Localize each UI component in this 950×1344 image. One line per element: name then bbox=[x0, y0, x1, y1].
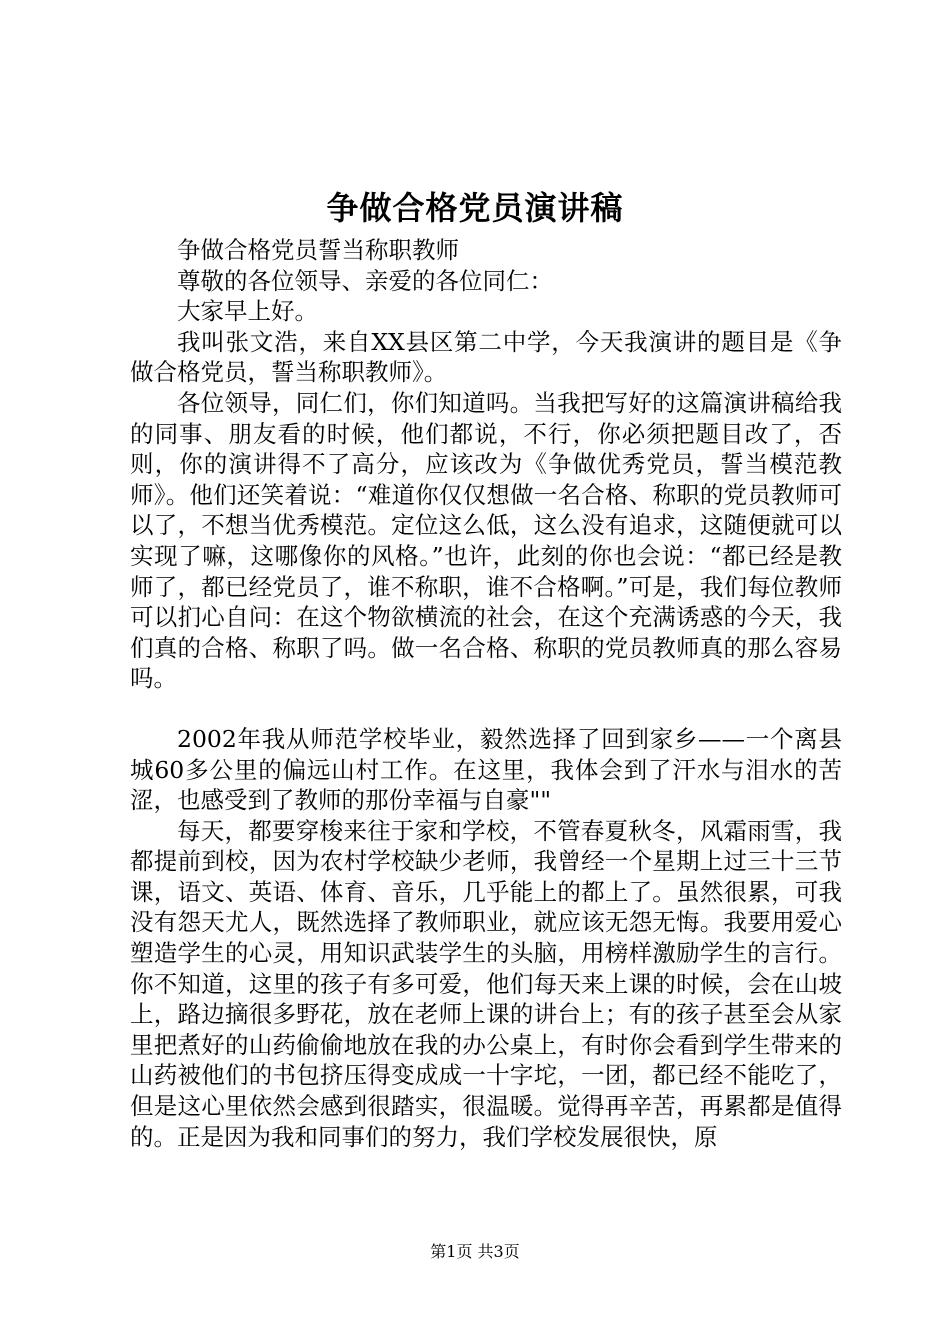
document-body bbox=[130, 235, 842, 1152]
paragraph-subtitle: 争做合格党员誓当称职教师 bbox=[177, 236, 459, 264]
paragraph-introduction: 我叫张文浩，来自XX县区第二中学，今天我演讲的题目是《争做合格党员，誓当称职教师》。 bbox=[130, 327, 842, 387]
paragraph-body: 各位领导，同仁们，你们知道吗。当我把写好的这篇演讲稿给我的同事、朋友看的时候，他们都说，不行，你必须把题目改了，否则，你的演讲得不了高分，应该改为《争做优秀党员，誓当模范教师》。他们还笑着说：“难道你仅仅想做一名合格、称职的党员教师可以了，不想当优秀模范。定位这么低，这么没有追求，这随便就可以实现了嘛，这哪像你的风格。”也许，此刻的你也会说：“都已经是教师了，都已经党员了，谁不称职，谁不合格啊。”可是，我们每位教师可以扪心自问：在这个物欲横流的社会，在这个充满诱惑的今天，我们真的合格、称职了吗。做一名合格、称职的党员教师真的那么容易吗。 bbox=[130, 388, 842, 693]
paragraph-body: 2002年我从师范学校毕业，毅然选择了回到家乡——一个离县城60多公里的偏远山村工作。在这里，我体会到了汗水与泪水的苦涩，也感受到了教师的那份幸福与自豪"" bbox=[130, 724, 842, 815]
paragraph-body: 每天，都要穿梭来往于家和学校，不管春夏秋冬，风霜雨雪，我都提前到校，因为农村学校缺少老师，我曾经一个星期上过三十三节课，语文、英语、体育、音乐，几乎能上的都上了。虽然很累，可我没有怨天尤人，既然选择了教师职业，就应该无怨无悔。我要用爱心塑造学生的心灵，用知识武装学生的头脑，用榜样激励学生的言行。你不知道，这里的孩子有多可爱，他们每天来上课的时候，会在山坡上，路边摘很多野花，放在老师上课的讲台上；有的孩子甚至会从家里把煮好的山药偷偷地放在我的办公桌上，有时你会看到学生带来的山药被他们的书包挤压得变成成一十字坨，一团，都已经不能吃了，但是这心里依然会感到很踏实，很温暖。觉得再辛苦，再累都是值得的。正是因为我和同事们的努力，我们学校发展很快，原 bbox=[130, 816, 842, 1151]
paragraph-salutation: 尊敬的各位领导、亲爱的各位同仁： bbox=[177, 266, 553, 295]
document-title: 争做合格党员演讲稿 bbox=[326, 189, 624, 227]
paragraph-greeting: 大家早上好。 bbox=[177, 297, 318, 326]
page-number-footer: 第1页 共3页 bbox=[430, 1242, 520, 1261]
